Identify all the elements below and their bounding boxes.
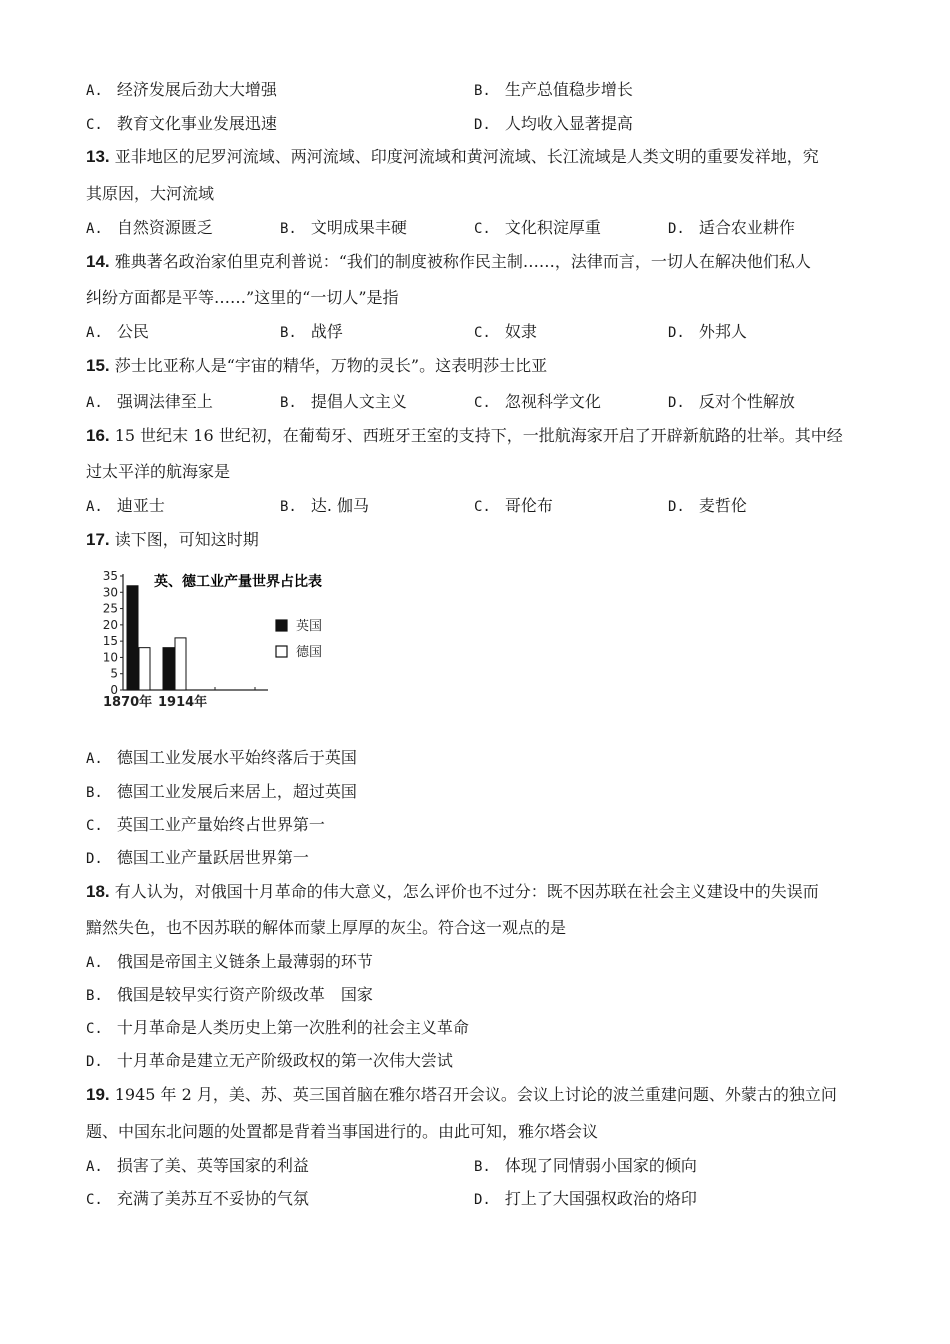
q12-option-a: A. 经济发展后劲大大增强 [86,80,277,99]
chart-bar-uk-2 [163,648,174,690]
q18-option-d: D. 十月革命是建立无产阶级政权的第一次伟大尝试 [86,1051,453,1070]
chart-svg [100,566,380,716]
chart-y-tick-label: 15 [102,634,118,649]
legend-swatch-uk [276,620,287,631]
legend-swatch-de [276,646,287,657]
q16-option-c: C. 哥伦布 [474,496,553,515]
q18-option-b: B. 俄国是较早实行资产阶级改革 国家 [86,985,373,1004]
q18-option-c: C. 十月革命是人类历史上第一次胜利的社会主义革命 [86,1018,469,1037]
legend-label-uk: 英国 [296,619,323,634]
q15-stem-line1: 15. 莎士比亚称人是“宇宙的精华，万物的灵长”。这表明莎士比亚 [86,356,548,375]
chart-y-tick-label: 35 [102,569,118,583]
chart-x-label: 1870年 [103,695,153,710]
q17-option-a: A. 德国工业发展水平始终落后于英国 [86,748,357,767]
chart-y-tick-label: 25 [102,601,118,616]
q19-stem-line2: 题、中国东北问题的处置都是背着当事国进行的。由此可知，雅尔塔会议 [86,1122,599,1141]
chart-y-tick-label: 20 [102,617,118,632]
chart-y-tick-label: 10 [102,650,118,665]
q14-option-d: D. 外邦人 [668,322,747,341]
q13-option-d: D. 适合农业耕作 [668,218,795,237]
q17-option-b: B. 德国工业发展后来居上，超过英国 [86,782,357,801]
q14-stem-line2: 纠纷方面都是平等……”这里的“一切人”是指 [86,288,399,307]
q13-option-a: A. 自然资源匮乏 [86,218,213,237]
q13-stem-line2: 其原因，大河流域 [86,184,215,203]
chart-title: 英、德工业产量世界占比表 [154,574,322,590]
q13-stem-line1: 13. 亚非地区的尼罗河流域、两河流域、印度河流域和黄河流域、长江流域是人类文明的重要发祥地，究 [86,147,819,166]
q14-stem-line1: 14. 雅典著名政治家伯里克利普说：“我们的制度被称作民主制……，法律而言，一切人在解决他们私人 [86,252,811,271]
chart-bar-de-2 [175,638,186,690]
chart-y-tick-label: 30 [102,585,118,600]
q19-option-b: B. 体现了同情弱小国家的倾向 [474,1156,697,1175]
q18-stem-line1: 18. 有人认为，对俄国十月革命的伟大意义，怎么评价也不过分：既不因苏联在社会主义建设中的失误而 [86,882,819,901]
q14-option-b: B. 战俘 [280,322,343,341]
q15-option-b: B. 提倡人文主义 [280,392,407,411]
chart-y-tick-label: 5 [110,666,118,681]
q15-option-d: D. 反对个性解放 [668,392,795,411]
q19-stem-line1: 19. 1945 年 2 月，美、苏、英三国首脑在雅尔塔召开会议。会议上讨论的波兰重建问题、外蒙古的独立问 [86,1085,837,1104]
legend-label-de: 德国 [296,645,323,660]
chart-x-label: 1914年 [158,695,208,710]
q16-option-d: D. 麦哲伦 [668,496,747,515]
chart-bars [127,586,186,690]
q16-stem-line1: 16. 15 世纪末 16 世纪初，在葡萄牙、西班牙王室的支持下，一批航海家开启了开辟新航路的壮举。其中经 [86,426,843,445]
q15-option-c: C. 忽视科学文化 [474,392,601,411]
q16-stem-line2: 过太平洋的航海家是 [86,462,231,481]
chart-legend [276,619,322,660]
q18-option-a: A. 俄国是帝国主义链条上最薄弱的环节 [86,952,373,971]
q13-option-c: C. 文化积淀厚重 [474,218,601,237]
q17-stem-line1: 17. 读下图，可知这时期 [86,530,259,549]
q19-option-c: C. 充满了美苏互不妥协的气氛 [86,1189,309,1208]
q19-option-d: D. 打上了大国强权政治的烙印 [474,1189,697,1208]
chart-y-ticks [103,569,123,697]
q12-option-d: D. 人均收入显著提高 [474,114,633,133]
chart-bar-uk-1 [127,586,138,690]
q17-option-d: D. 德国工业产量跃居世界第一 [86,848,309,867]
chart-y-tick-label: 0 [110,683,118,697]
q13-option-b: B. 文明成果丰硬 [280,218,407,237]
q14-option-c: C. 奴隶 [474,322,537,341]
q12-option-b: B. 生产总值稳步增长 [474,80,633,99]
q19-option-a: A. 损害了美、英等国家的利益 [86,1156,309,1175]
q18-stem-line2: 黯然失色，也不因苏联的解体而蒙上厚厚的灰尘。符合这一观点的是 [86,918,567,937]
q16-option-a: A. 迪亚士 [86,496,165,515]
q12-option-c: C. 教育文化事业发展迅速 [86,114,277,133]
q16-option-b: B. 达. 伽马 [280,496,370,515]
q15-option-a: A. 强调法律至上 [86,392,213,411]
chart-bar-de-1 [139,648,150,690]
chart-x-labels [103,694,207,710]
q17-option-c: C. 英国工业产量始终占世界第一 [86,815,325,834]
industrial-output-chart [100,566,380,716]
q14-option-a: A. 公民 [86,322,149,341]
